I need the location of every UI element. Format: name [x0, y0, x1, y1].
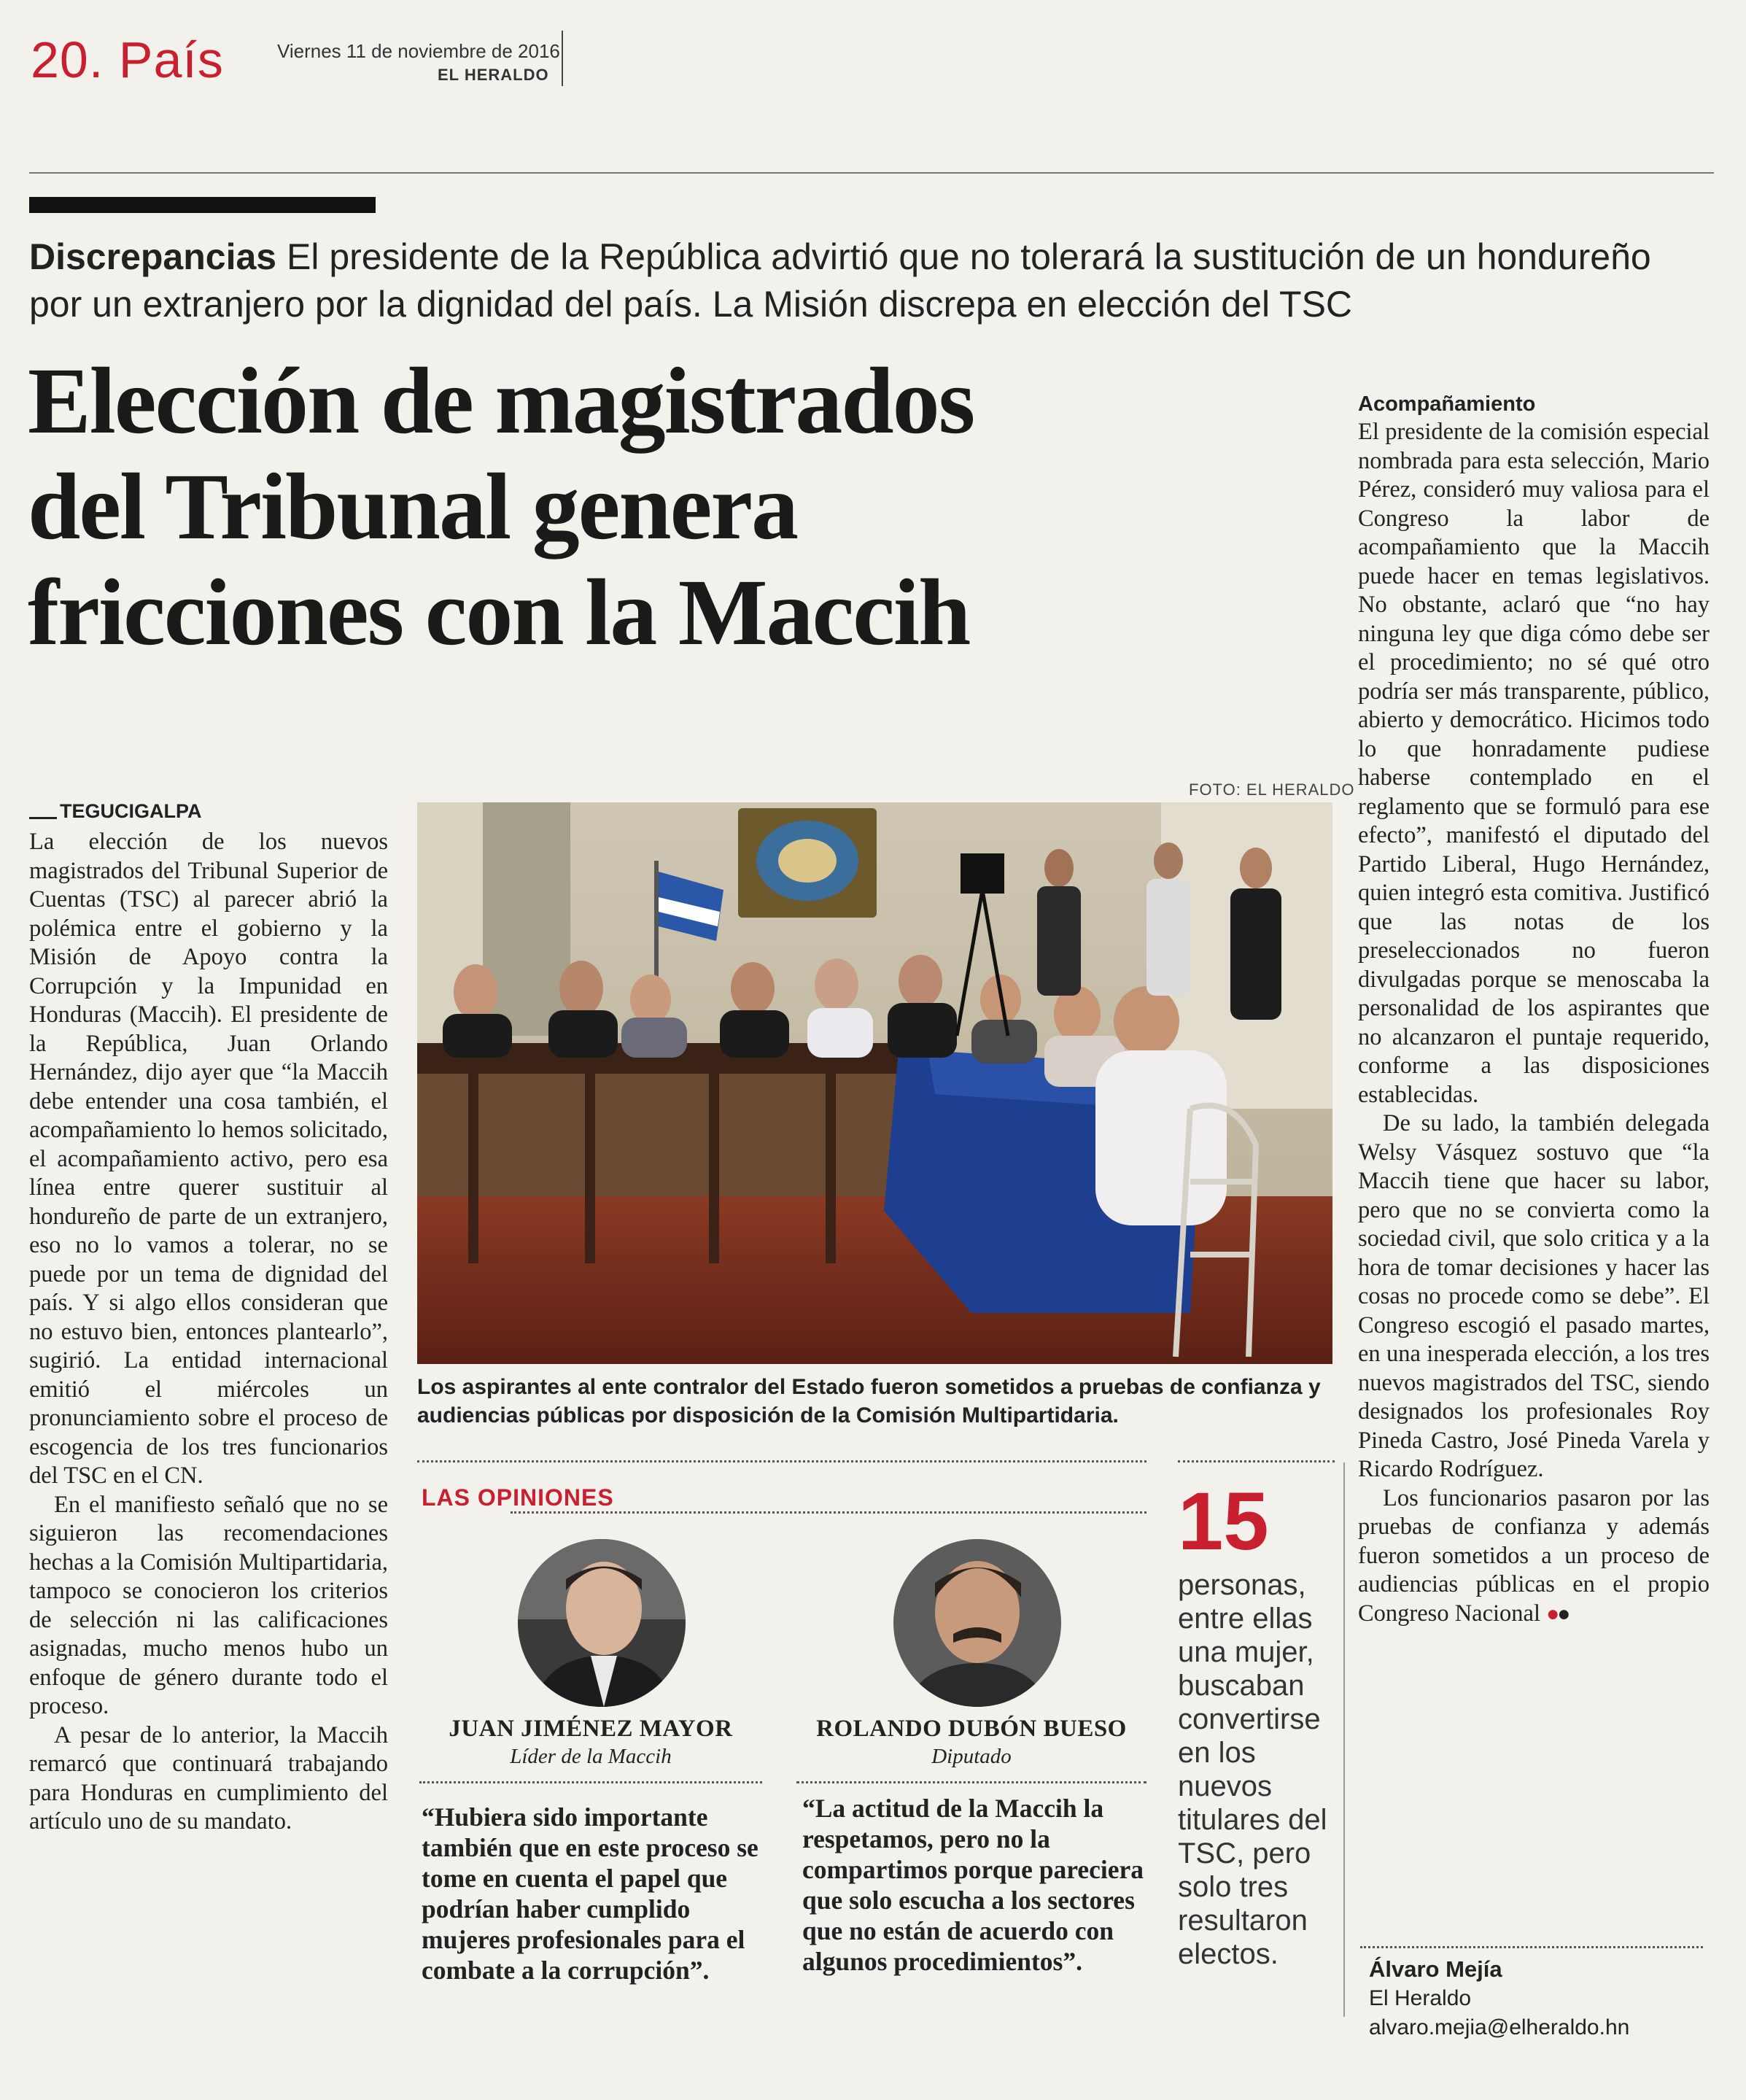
separator-dots: [511, 1511, 1146, 1514]
author-email: alvaro.mejia@elheraldo.hn: [1369, 2015, 1630, 2039]
opinion-quote: “La actitud de la Maccih la respetamos, pero no la compartimos porque pareciera que solo escucha a los sectores que no están de acuerdo con algunos procedimientos”.: [802, 1794, 1144, 1976]
headline: [28, 349, 1355, 666]
headline-line: Elección de magistrados: [28, 349, 974, 454]
author-signature: [1369, 1955, 1629, 2042]
body-paragraph: El presidente de la comisión especial nombrada para esta selección, Mario Pérez, consideró muy valiosa para el Congreso la labor de acompañamiento que la Maccih puede hacer en temas legislativos. No obstante, aclaró que “no hay ninguna ley que diga cómo debe ser el procedimiento; no sé qué otro podría ser más transparente, público, abierto y democrático. Hicimos todo lo que honradamente pudiese haberse contemplado en el reglamento que se formuló para ese efecto”, manifestó el diputado del Partido Liberal, Hugo Hernández, quien integró esta comitiva. Justificó que las notas de los preseleccionados no fueron divulgadas porque se menoscaba la personalidad de los aspirantes que no alcanzaron el puntaje requerido, conforme a las disposiciones establecidas.: [1358, 419, 1710, 1108]
body-paragraph: De su lado, la también delegada Welsy Vásquez sostuvo que “la Maccih tiene que hacer su labor, pero que no se convierta como la sociedad civil, que solo critica y a la hora de tomar decisiones y hacer las cosas no procede como se debe”. El Congreso escogió el pasado martes, en una inesperada elección, a los tres nuevos magistrados del TSC, siendo designados los profesionales Roy Pineda Castro, José Pineda Varela y Ricardo Rodríguez.: [1358, 1110, 1710, 1482]
news-photo: [417, 802, 1332, 1364]
opinion-quote: “Hubiera sido importante también que en este proceso se tome en cuenta el papel que podrían haber cumplido mujeres profesionales para el combate a la corrupción”.: [422, 1802, 758, 1985]
deck-kicker: Discrepancias: [29, 236, 277, 277]
body-paragraph: A pesar de lo anterior, la Maccih remarcó que continuará trabajando para Honduras en cumplimiento del artículo uno de su mandato.: [29, 1721, 388, 1834]
headline-line: del Tribunal genera: [28, 454, 798, 559]
issue-date: Viernes 11 de noviembre de 2016: [277, 40, 560, 62]
author-name: Álvaro Mejía: [1369, 1956, 1502, 1982]
article-deck: [29, 233, 1707, 328]
portrait-juan-jimenez: [518, 1539, 686, 1707]
headline-line: fricciones con la Maccih: [28, 560, 970, 665]
body-paragraph: La elección de los nuevos magistrados del Tribunal Superior de Cuentas (TSC) al parecer abrió la polémica entre el gobierno y la Misión de Apoyo contra la Corrupción y la Impunidad en Honduras (Maccih). El presidente de la República, Juan Orlando Hernández, dijo ayer que “la Maccih debe entender una cosa también, el acompañamiento lo hemos solicitado, el acompañamiento activo, pero esa línea entre querer sustituir al hondureño de parte de un extranjero, eso no lo vamos a tolerar, no se puede por un tema de dignidad del país. Y si algo ellos consideran que no estuvo bien, entonces plantearlo”, sugirió. La entidad internacional emitió el miércoles un pronunciamiento sobre el proceso de escogencia de los tres funcionarios del TSC en el CN.: [29, 829, 388, 1489]
author-organization: El Heraldo: [1369, 1986, 1472, 2010]
body-column-3: [1358, 390, 1710, 1628]
person-portrait-icon: [893, 1539, 1061, 1707]
photo-caption: Los aspirantes al ente contralor del Estado fueron sometidos a pruebas de confianza y audiencias públicas por disposición de la Comisión Multipartidaria.: [417, 1375, 1321, 1427]
column-rule: [1343, 1462, 1345, 2017]
portrait-rolando-dubon: [893, 1539, 1061, 1707]
opinion-role: Líder de la Maccih: [510, 1745, 672, 1768]
column-subhead: Acompañamiento: [1358, 392, 1536, 416]
opinion-name: ROLANDO DUBÓN BUESO: [816, 1716, 1127, 1742]
deck-text: El presidente de la República advirtió que no tolerará la sustitución de un hondureño por un extranjero por la dignidad del país. La Misión discrepa en elección del TSC: [29, 236, 1651, 325]
photo-credit: FOTO: EL HERALDO: [1189, 780, 1355, 799]
newspaper-name: EL HERALDO: [438, 66, 549, 84]
header-divider: [562, 31, 563, 86]
header-rule: [29, 172, 1714, 174]
separator-dots: [1178, 1460, 1335, 1462]
opinions-title: LAS OPINIONES: [422, 1484, 614, 1511]
separator-dots: [419, 1781, 762, 1783]
section-label: 20. País: [31, 31, 224, 88]
meeting-photo-illustration: [417, 802, 1332, 1364]
stat-number: 15: [1178, 1476, 1269, 1567]
separator-dots: [796, 1781, 1146, 1783]
opinion-role: Diputado: [931, 1745, 1012, 1768]
stat-text: personas, entre ellas una mujer, buscaban convertirse en los nuevos titulares del TSC, pero solo tres resultaron electos.: [1178, 1569, 1327, 1970]
body-column-1: [29, 828, 388, 1837]
opinion-name: JUAN JIMÉNEZ MAYOR: [449, 1716, 733, 1742]
separator-dots: [417, 1460, 1146, 1462]
body-paragraph: Los funcionarios pasaron por las pruebas de confianza y además fueron sometidos a un proceso de audiencias públicas en el propio Congreso Nacional ●●: [1358, 1484, 1710, 1627]
kicker-bar: [29, 197, 376, 213]
separator-dots: [1360, 1946, 1703, 1948]
dateline: TEGUCIGALPA: [60, 800, 202, 822]
person-portrait-icon: [518, 1539, 686, 1707]
body-paragraph: En el manifiesto señaló que no se siguieron las recomendaciones hechas a la Comisión Multipartidaria, tampoco se conocieron los criterios de selección ni las calificaciones asignadas, mucho menos hubo un enfoque de género durante todo el proceso.: [29, 1491, 388, 1719]
end-of-article-icon: ●●: [1546, 1601, 1569, 1626]
